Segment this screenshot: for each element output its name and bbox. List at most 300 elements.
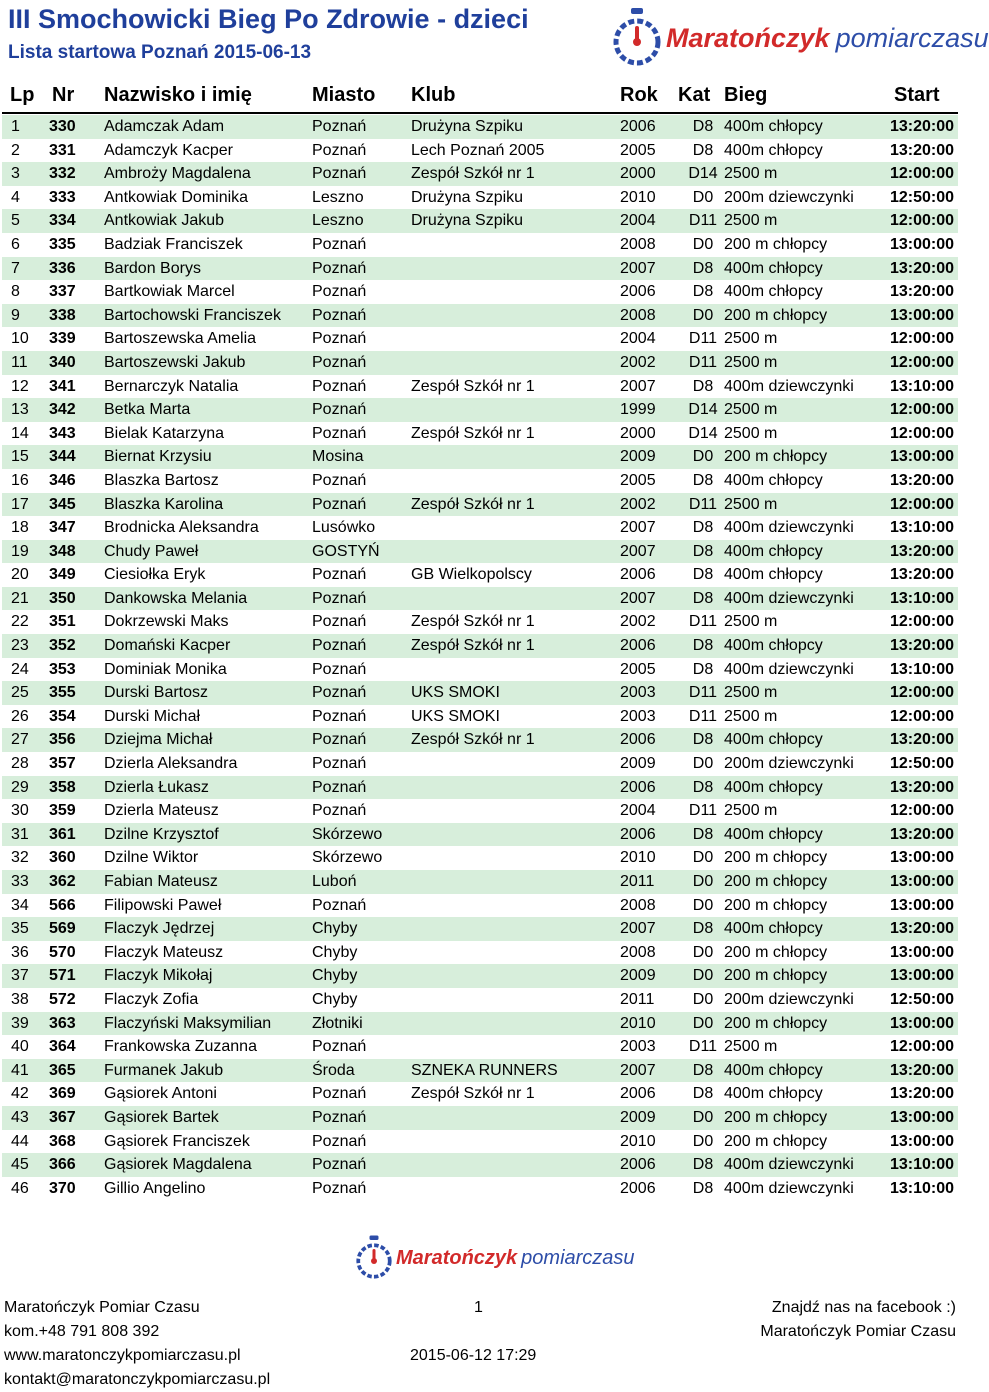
cell-race: 400m chłopcy — [724, 1061, 823, 1079]
cell-race: 400m chłopcy — [724, 283, 823, 301]
cell-year: 2010 — [620, 1014, 656, 1032]
cell-name: Adamczak Adam — [104, 118, 225, 135]
stopwatch-icon — [608, 6, 666, 70]
cell-kat: D8 — [692, 471, 714, 489]
cell-kat: D14 — [688, 165, 718, 183]
cell-lp: 6 — [11, 235, 20, 253]
cell-city: Poznań — [312, 1038, 367, 1056]
cell-start: 13:20:00 — [889, 542, 954, 560]
footer-facebook[interactable]: Znajdź nas na facebook :) — [771, 1299, 956, 1316]
cell-start: 13:10:00 — [889, 589, 954, 607]
cell-nr: 569 — [49, 920, 76, 938]
cell-nr: 354 — [49, 707, 76, 725]
cell-race: 2500 m — [724, 613, 778, 631]
table-row — [2, 964, 958, 988]
cell-city: Poznań — [312, 141, 367, 159]
cell-start: 13:00:00 — [889, 849, 954, 867]
cell-kat: D11 — [688, 802, 718, 820]
cell-race: 200 m chłopcy — [724, 1014, 828, 1032]
cell-city: Poznań — [312, 353, 367, 371]
cell-lp: 19 — [11, 542, 29, 560]
cell-start: 13:10:00 — [889, 1156, 954, 1174]
cell-nr: 333 — [49, 188, 76, 206]
cell-race: 2500 m — [724, 684, 778, 702]
table-row — [2, 422, 958, 446]
cell-city: Poznań — [312, 283, 367, 301]
cell-year: 2005 — [620, 141, 656, 159]
cell-start: 13:10:00 — [889, 660, 954, 678]
cell-race: 400m chłopcy — [724, 471, 823, 489]
cell-start: 12:00:00 — [889, 495, 954, 513]
cell-nr: 364 — [49, 1038, 76, 1056]
cell-start: 12:00:00 — [889, 212, 954, 230]
cell-nr: 360 — [49, 849, 76, 867]
cell-nr: 340 — [49, 353, 76, 371]
cell-race: 400m chłopcy — [724, 566, 823, 584]
cell-year: 2007 — [620, 519, 656, 537]
cell-start: 13:00:00 — [889, 896, 954, 914]
cell-nr: 368 — [49, 1132, 76, 1150]
cell-nr: 335 — [49, 235, 76, 253]
cell-nr: 331 — [49, 141, 76, 159]
col-start: Start — [894, 84, 940, 106]
cell-kat: D11 — [688, 1038, 718, 1056]
cell-race: 2500 m — [724, 802, 778, 820]
cell-start: 13:00:00 — [889, 1132, 954, 1150]
cell-name: Bartkowiak Marcel — [104, 283, 235, 301]
table-row — [2, 1106, 958, 1130]
cell-lp: 25 — [11, 684, 29, 702]
cell-race: 200 m chłopcy — [724, 306, 828, 324]
cell-lp: 42 — [11, 1085, 29, 1103]
cell-year: 2009 — [620, 1108, 656, 1126]
cell-nr: 344 — [49, 448, 76, 466]
cell-nr: 332 — [49, 165, 76, 183]
table-row — [2, 304, 958, 328]
cell-city: Poznań — [312, 259, 367, 277]
cell-lp: 45 — [11, 1156, 29, 1174]
cell-year: 2006 — [620, 1179, 656, 1197]
cell-club: Lech Poznań 2005 — [411, 141, 545, 159]
cell-lp: 33 — [11, 873, 29, 890]
cell-city: Poznań — [312, 566, 367, 584]
cell-kat: D11 — [688, 212, 718, 230]
cell-kat: D14 — [688, 401, 718, 419]
cell-race: 2500 m — [724, 424, 778, 442]
cell-start: 12:00:00 — [889, 707, 954, 725]
cell-lp: 28 — [11, 755, 29, 773]
cell-name: Blaszka Bartosz — [104, 471, 219, 489]
cell-city: Poznań — [312, 1156, 367, 1174]
cell-name: Bartochowski Franciszek — [104, 306, 281, 324]
header-logo — [608, 6, 989, 70]
cell-year: 2008 — [620, 306, 656, 324]
cell-start: 13:10:00 — [889, 1179, 954, 1197]
cell-start: 13:20:00 — [889, 1061, 954, 1079]
cell-year: 2008 — [620, 943, 656, 961]
cell-year: 2006 — [620, 825, 656, 843]
cell-city: Poznań — [312, 637, 367, 655]
table-row — [2, 540, 958, 564]
cell-race: 200m dziewczynki — [724, 990, 854, 1008]
cell-kat: D0 — [692, 849, 714, 867]
cell-city: GOSTYŃ — [312, 542, 380, 560]
cell-name: Adamczyk Kacper — [104, 141, 233, 159]
cell-lp: 21 — [11, 589, 29, 607]
cell-city: Chyby — [312, 990, 358, 1008]
cell-city: Mosina — [312, 448, 364, 466]
page-title: III Smochowicki Bieg Po Zdrowie - dzieci — [8, 4, 529, 34]
cell-nr: 362 — [49, 873, 76, 890]
cell-city: Poznań — [312, 330, 367, 348]
cell-city: Poznań — [312, 235, 367, 253]
table-row — [2, 516, 958, 540]
cell-race: 2500 m — [724, 1038, 778, 1056]
cell-city: Poznań — [312, 896, 367, 914]
cell-race: 2500 m — [724, 707, 778, 725]
cell-lp: 15 — [11, 448, 29, 466]
col-kat: Kat — [678, 84, 711, 106]
cell-kat: D0 — [692, 896, 714, 914]
cell-nr: 356 — [49, 731, 76, 749]
cell-year: 2003 — [620, 1038, 656, 1056]
cell-name: Gąsiorek Franciszek — [104, 1132, 250, 1150]
table-row — [2, 587, 958, 611]
cell-club: Zespół Szkół nr 1 — [411, 731, 535, 749]
cell-race: 2500 m — [724, 401, 778, 419]
cell-start: 13:00:00 — [889, 967, 954, 985]
cell-lp: 18 — [11, 519, 29, 537]
cell-kat: D8 — [692, 778, 714, 796]
cell-start: 12:50:00 — [889, 188, 954, 206]
cell-start: 13:20:00 — [889, 283, 954, 301]
cell-year: 2009 — [620, 755, 656, 773]
cell-name: Filipowski Paweł — [104, 896, 222, 914]
cell-race: 2500 m — [724, 330, 778, 348]
cell-name: Dzilne Wiktor — [104, 849, 199, 867]
cell-kat: D8 — [692, 637, 714, 655]
cell-kat: D0 — [692, 967, 714, 985]
cell-city: Leszno — [312, 212, 364, 230]
cell-nr: 361 — [49, 825, 76, 843]
logo-brand-text: Maratończyk — [666, 22, 830, 53]
cell-kat: D11 — [688, 495, 718, 513]
table-row — [2, 870, 958, 894]
cell-year: 2003 — [620, 707, 656, 725]
cell-year: 2011 — [620, 990, 655, 1008]
cell-year: 2008 — [620, 896, 656, 914]
cell-nr: 566 — [49, 896, 76, 914]
cell-kat: D8 — [692, 566, 714, 584]
cell-kat: D11 — [688, 613, 718, 631]
cell-lp: 2 — [11, 141, 20, 159]
cell-lp: 29 — [11, 778, 29, 796]
col-lp: Lp — [10, 84, 35, 106]
table-row — [2, 705, 958, 729]
cell-start: 12:00:00 — [889, 424, 954, 442]
cell-city: Poznań — [312, 613, 367, 631]
cell-nr: 353 — [49, 660, 76, 678]
footer-company: Maratończyk Pomiar Czasu — [4, 1299, 200, 1316]
cell-city: Poznań — [312, 1085, 367, 1103]
cell-kat: D8 — [692, 283, 714, 301]
table-row — [2, 799, 958, 823]
cell-year: 2008 — [620, 235, 656, 253]
cell-kat: D8 — [692, 377, 714, 395]
cell-name: Dankowska Melania — [104, 589, 248, 607]
cell-nr: 342 — [49, 401, 76, 419]
table-row — [2, 1177, 958, 1201]
cell-name: Dzierla Aleksandra — [104, 755, 238, 773]
logo-brand-text: Maratończyk — [396, 1246, 518, 1269]
cell-nr: 572 — [49, 990, 76, 1008]
table-row — [2, 469, 958, 493]
cell-city: Chyby — [312, 920, 358, 938]
cell-name: Bardon Borys — [104, 259, 201, 277]
table-row — [2, 752, 958, 776]
cell-name: Furmanek Jakub — [104, 1061, 224, 1079]
footer-website[interactable]: www.maratonczykpomiarczasu.pl — [4, 1347, 241, 1364]
cell-city: Złotniki — [312, 1014, 363, 1032]
cell-year: 2002 — [620, 353, 656, 371]
cell-city: Leszno — [312, 188, 364, 206]
cell-start: 12:00:00 — [889, 684, 954, 702]
cell-year: 2007 — [620, 589, 656, 607]
cell-year: 2007 — [620, 1061, 656, 1079]
cell-race: 400m chłopcy — [724, 118, 823, 135]
cell-lp: 43 — [11, 1108, 29, 1126]
cell-name: Durski Michał — [104, 707, 201, 725]
cell-city: Luboń — [312, 873, 357, 890]
cell-kat: D0 — [692, 1108, 714, 1126]
cell-name: Flaczyk Mateusz — [104, 943, 224, 961]
table-row — [2, 941, 958, 965]
cell-kat: D0 — [692, 943, 714, 961]
table-row — [2, 823, 958, 847]
cell-lp: 23 — [11, 637, 29, 655]
cell-race: 400m chłopcy — [724, 141, 823, 159]
cell-year: 2006 — [620, 566, 656, 584]
cell-race: 200 m chłopcy — [724, 448, 828, 466]
cell-start: 13:20:00 — [889, 259, 954, 277]
cell-city: Chyby — [312, 943, 358, 961]
cell-race: 400m dziewczynki — [724, 519, 854, 537]
cell-city: Poznań — [312, 1132, 367, 1150]
cell-city: Chyby — [312, 967, 358, 985]
cell-nr: 365 — [49, 1061, 76, 1079]
table-row — [2, 1035, 958, 1059]
cell-kat: D8 — [692, 660, 714, 678]
cell-kat: D8 — [692, 519, 714, 537]
cell-name: Brodnicka Aleksandra — [104, 519, 259, 537]
cell-nr: 346 — [49, 471, 76, 489]
footer-datetime: 2015-06-12 17:29 — [410, 1347, 537, 1364]
cell-club: UKS SMOKI — [411, 707, 500, 725]
table-row — [2, 846, 958, 870]
cell-race: 200m dziewczynki — [724, 188, 854, 206]
cell-name: Flaczyk Zofia — [104, 990, 199, 1008]
cell-kat: D8 — [692, 118, 714, 135]
table-row — [2, 1082, 958, 1106]
cell-lp: 26 — [11, 707, 29, 725]
cell-race: 400m chłopcy — [724, 825, 823, 843]
cell-start: 13:10:00 — [889, 519, 954, 537]
cell-name: Betka Marta — [104, 401, 191, 419]
col-club: Klub — [411, 84, 456, 106]
cell-nr: 350 — [49, 589, 76, 607]
cell-club: Zespół Szkół nr 1 — [411, 637, 535, 655]
cell-start: 12:50:00 — [889, 990, 954, 1008]
cell-city: Poznań — [312, 377, 367, 395]
cell-lp: 17 — [11, 495, 29, 513]
table-row — [2, 280, 958, 304]
cell-lp: 34 — [11, 896, 29, 914]
cell-nr: 358 — [49, 778, 76, 796]
cell-race: 200 m chłopcy — [724, 1132, 828, 1150]
cell-nr: 338 — [49, 306, 76, 324]
cell-name: Durski Bartosz — [104, 684, 209, 702]
cell-name: Ciesiołka Eryk — [104, 566, 206, 584]
cell-race: 400m chłopcy — [724, 920, 823, 938]
footer-phone: kom.+48 791 808 392 — [4, 1323, 160, 1340]
logo-sub-text: pomiarczasu — [521, 1246, 635, 1269]
header-divider — [2, 112, 958, 114]
cell-lp: 37 — [11, 967, 29, 985]
cell-year: 2010 — [620, 849, 656, 867]
table-row — [2, 327, 958, 351]
col-name: Nazwisko i imię — [104, 84, 252, 106]
cell-year: 2011 — [620, 873, 655, 890]
cell-start: 12:00:00 — [889, 401, 954, 419]
cell-start: 13:20:00 — [889, 141, 954, 159]
cell-name: Dzierla Mateusz — [104, 802, 219, 820]
cell-nr: 359 — [49, 802, 76, 820]
cell-kat: D0 — [692, 1014, 714, 1032]
cell-lp: 10 — [11, 330, 29, 348]
cell-nr: 571 — [49, 967, 76, 985]
table-row — [2, 115, 958, 139]
cell-start: 13:00:00 — [889, 1108, 954, 1126]
cell-nr: 337 — [49, 283, 76, 301]
cell-kat: D0 — [692, 873, 714, 890]
cell-race: 200 m chłopcy — [724, 1108, 828, 1126]
cell-city: Poznań — [312, 401, 367, 419]
cell-race: 200 m chłopcy — [724, 896, 828, 914]
cell-nr: 363 — [49, 1014, 76, 1032]
cell-kat: D0 — [692, 990, 714, 1008]
cell-start: 13:20:00 — [889, 471, 954, 489]
cell-start: 13:20:00 — [889, 118, 954, 135]
col-city: Miasto — [312, 84, 376, 106]
table-row — [2, 162, 958, 186]
table-row — [2, 186, 958, 210]
cell-year: 2004 — [620, 212, 656, 230]
cell-club: SZNEKA RUNNERS — [411, 1061, 558, 1079]
cell-city: Poznań — [312, 660, 367, 678]
cell-kat: D0 — [692, 235, 714, 253]
cell-nr: 366 — [49, 1156, 76, 1174]
cell-year: 2007 — [620, 920, 656, 938]
stopwatch-icon — [352, 1234, 396, 1282]
cell-race: 400m chłopcy — [724, 259, 823, 277]
cell-year: 2005 — [620, 471, 656, 489]
cell-city: Środa — [312, 1061, 355, 1079]
cell-lp: 32 — [11, 849, 29, 867]
cell-city: Poznań — [312, 589, 367, 607]
cell-lp: 5 — [11, 212, 20, 230]
cell-nr: 341 — [49, 377, 76, 395]
cell-race: 400m dziewczynki — [724, 377, 854, 395]
cell-start: 13:00:00 — [889, 943, 954, 961]
cell-start: 12:00:00 — [889, 1038, 954, 1056]
table-row — [2, 728, 958, 752]
table-row — [2, 1059, 958, 1083]
cell-lp: 39 — [11, 1014, 29, 1032]
cell-nr: 370 — [49, 1179, 76, 1197]
cell-city: Poznań — [312, 707, 367, 725]
cell-kat: D8 — [692, 1156, 714, 1174]
cell-year: 2006 — [620, 731, 656, 749]
cell-name: Badziak Franciszek — [104, 235, 243, 253]
cell-year: 2006 — [620, 1085, 656, 1103]
cell-year: 2006 — [620, 283, 656, 301]
cell-lp: 38 — [11, 990, 29, 1008]
cell-city: Poznań — [312, 755, 367, 773]
cell-kat: D0 — [692, 306, 714, 324]
table-row — [2, 658, 958, 682]
cell-year: 2006 — [620, 1156, 656, 1174]
table-row — [2, 776, 958, 800]
cell-race: 400m dziewczynki — [724, 1179, 854, 1197]
cell-year: 1999 — [620, 401, 656, 419]
cell-nr: 348 — [49, 542, 76, 560]
cell-start: 13:20:00 — [889, 566, 954, 584]
cell-start: 12:00:00 — [889, 613, 954, 631]
footer-logo — [352, 1234, 635, 1282]
cell-lp: 7 — [11, 259, 20, 277]
cell-race: 200 m chłopcy — [724, 967, 828, 985]
cell-kat: D8 — [692, 1061, 714, 1079]
cell-club: Zespół Szkół nr 1 — [411, 1085, 535, 1103]
cell-race: 200 m chłopcy — [724, 235, 828, 253]
cell-race: 2500 m — [724, 353, 778, 371]
cell-name: Gąsiorek Magdalena — [104, 1156, 252, 1174]
cell-kat: D8 — [692, 259, 714, 277]
cell-name: Ambroży Magdalena — [104, 165, 251, 183]
cell-race: 200 m chłopcy — [724, 873, 828, 890]
footer-page-number: 1 — [474, 1299, 483, 1316]
cell-lp: 16 — [11, 471, 29, 489]
start-list-table — [2, 115, 958, 1200]
cell-name: Bernarczyk Natalia — [104, 377, 239, 395]
cell-city: Poznań — [312, 778, 367, 796]
cell-year: 2000 — [620, 424, 656, 442]
cell-year: 2009 — [620, 967, 656, 985]
col-nr: Nr — [52, 84, 75, 106]
cell-race: 400m chłopcy — [724, 778, 823, 796]
cell-club: Zespół Szkół nr 1 — [411, 165, 535, 183]
cell-nr: 351 — [49, 613, 76, 631]
cell-name: Biernat Krzysiu — [104, 448, 212, 466]
footer-company-right: Maratończyk Pomiar Czasu — [760, 1323, 956, 1340]
footer-email[interactable]: kontakt@maratonczykpomiarczasu.pl — [4, 1371, 271, 1388]
cell-name: Gąsiorek Antoni — [104, 1085, 217, 1103]
cell-nr: 357 — [49, 755, 76, 773]
cell-club: Zespół Szkół nr 1 — [411, 495, 535, 513]
cell-nr: 339 — [49, 330, 76, 348]
cell-kat: D0 — [692, 448, 714, 466]
cell-city: Poznań — [312, 118, 367, 135]
